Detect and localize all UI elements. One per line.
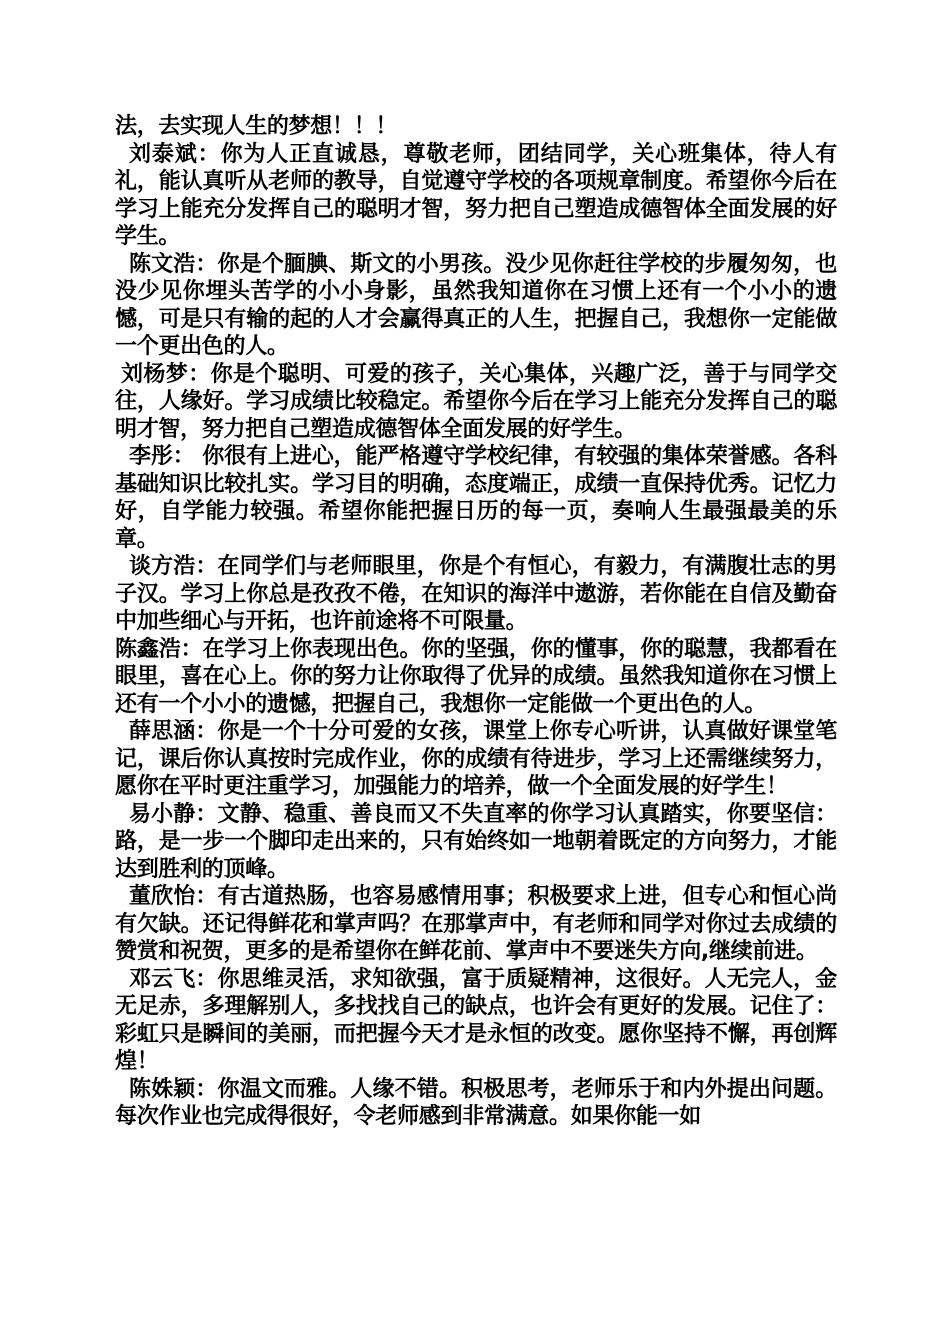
comment-li-tong: 李彤： 你很有上进心，能严格遵守学校纪律，有较强的集体荣誉感。各科基础知识比较扎实。学习目的明确，态度端正，成绩一直保持优秀。记忆力好，自学能力较强。希望你能把握日历的每一页，奏响人生最强最美的乐章。 (115, 444, 837, 552)
comment-xue-sihan: 薛思涵：你是一个十分可爱的女孩，课堂上你专心听讲，认真做好课堂笔记，课后你认真按时完成作业，你的成绩有待进步，学习上还需继续努力，愿你在平时更注重学习，加强能力的培养，做一个全面发展的好学生！ (115, 719, 837, 799)
comment-chen-wenhao: 陈文浩：你是个腼腆、斯文的小男孩。没少见你赶往学校的步履匆匆，也没少见你埋头苦学的小小身影，虽然我知道你在习惯上还有一个小小的遗憾，可是只有输的起的人才会赢得真正的人生，把握自己，我想你一定能做一个更出色的人。 (115, 251, 837, 359)
comment-chen-shuying: 陈姝颖：你温文而雅。人缘不错。积极思考，老师乐于和内外提出问题。每次作业也完成得很好，令老师感到非常满意。如果你能一如 (115, 1076, 837, 1129)
comment-liu-taibin: 刘泰斌：你为人正直诚恳，尊敬老师，团结同学，关心班集体，待人有礼，能认真听从老师的教导，自觉遵守学校的各项规章制度。希望你今后在学习上能充分发挥自己的聪明才智，努力把自己塑造成德智体全面发展的好学生。 (115, 141, 837, 249)
paragraph-continuation: 法，去实现人生的梦想！！！ (115, 114, 398, 139)
comment-dong-xinyi: 董欣怡：有古道热肠，也容易感情用事；积极要求上进，但专心和恒心尚有欠缺。还记得鲜花和掌声吗？在那掌声中，有老师和同学对你过去成绩的赞赏和祝贺，更多的是希望你在鲜花前、掌声中不要迷失方向,继续前进。 (115, 884, 837, 964)
comment-liu-yangmeng: 刘杨梦：你是个聪明、可爱的孩子，关心集体，兴趣广泛，善于与同学交往，人缘好。学习成绩比较稳定。希望你今后在学习上能充分发挥自己的聪明才智，努力把自己塑造成德智体全面发展的好学生。 (115, 361, 837, 442)
document-page (115, 113, 837, 1131)
comment-yi-xiaojing: 易小静：文静、稳重、善良而又不失直率的你学习认真踏实，你要坚信：路，是一步一个脚印走出来的，只有始终如一地朝着既定的方向努力，才能达到胜利的顶峰。 (115, 801, 837, 882)
comment-chen-xinhao: 陈鑫浩：在学习上你表现出色。你的坚强，你的懂事，你的聪慧，我都看在眼里，喜在心上。你的努力让你取得了优异的成绩。虽然我知道你在习惯上还有一个小小的遗憾，把握自己，我想你一定能做一个更出色的人。 (115, 636, 837, 717)
comment-deng-yunfei: 邓云飞：你思维灵活，求知欲强，富于质疑精神，这很好。人无完人，金无足赤，多理解别人，多找找自己的缺点，也许会有更好的发展。记住了：彩虹只是瞬间的美丽，而把握今天才是永恒的改变。愿你坚持不懈，再创辉煌！ (115, 966, 837, 1074)
comment-tan-fanghao: 谈方浩：在同学们与老师眼里，你是个有恒心，有毅力，有满腹壮志的男子汉。学习上你总是孜孜不倦，在知识的海洋中遨游，若你能在自信及勤奋中加些细心与开拓，也许前途将不可限量。 (115, 554, 837, 634)
